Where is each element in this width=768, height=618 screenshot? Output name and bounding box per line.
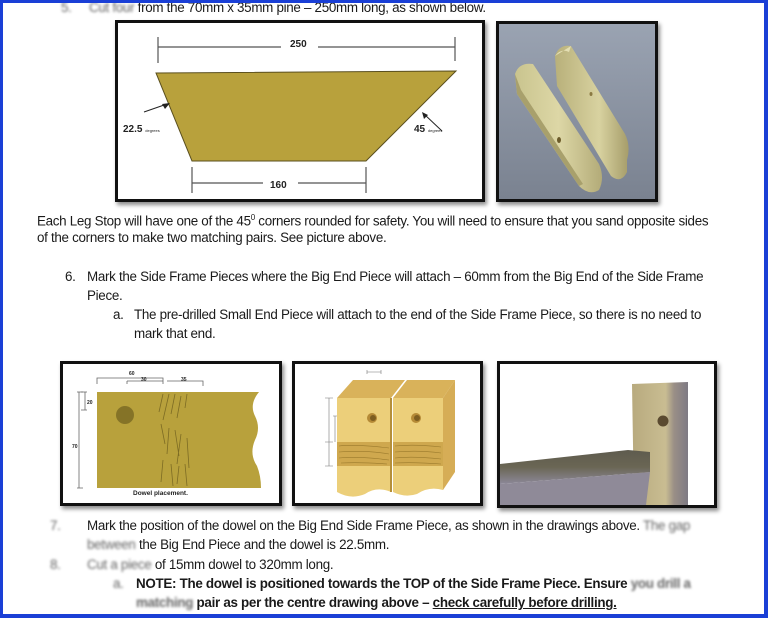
matching-pair-diagram	[295, 364, 480, 503]
leg-stop-photo	[496, 21, 658, 202]
dowel-photo	[497, 361, 717, 508]
dim-20: 20	[87, 400, 93, 406]
step7-number: 7.	[50, 518, 61, 533]
right-angle-label: 45 degrees	[414, 124, 443, 135]
leg-stop-para-line1: Each Leg Stop will have one of the $45^0$ corners rounded for safety. You will need to ensure that you sand opposite sides	[37, 213, 709, 229]
leg-stops-image	[499, 24, 655, 199]
dim-70: 70	[72, 444, 78, 450]
leg-stop-drawing	[115, 20, 485, 202]
step8a-line1: NOTE: The dowel is positioned towards the TOP of the Side Frame Piece. Ensure you drill a	[136, 576, 691, 591]
matching-pair-drawing	[292, 361, 483, 506]
step7-line2: between the Big End Piece and the dowel is 22.5mm.	[87, 537, 390, 552]
step6a-line1: The pre-drilled Small End Piece will attach to the end of the Side Frame Piece, so there is no need to	[134, 307, 702, 322]
dim-35: 35	[181, 377, 187, 383]
step8-number: 8.	[50, 557, 61, 572]
dowel-caption: Dowel placement.	[133, 490, 188, 497]
step6a-letter: a.	[113, 307, 124, 322]
step6-number: 6.	[65, 269, 76, 284]
step5-prefix: Cut four	[89, 3, 135, 15]
dim-30: 30	[141, 377, 147, 383]
dim-bottom-length: 160	[270, 180, 287, 191]
step6-line2: Piece.	[87, 288, 123, 303]
step8-line: Cut a piece of 15mm dowel to 320mm long.	[87, 557, 334, 572]
step5-text: from the 70mm x 35mm pine – 250mm long, as shown below.	[134, 3, 486, 15]
document-page	[3, 3, 764, 614]
dim-60: 60	[129, 371, 135, 377]
check-carefully-emphasis: check carefully before drilling.	[432, 595, 617, 610]
dowel-placement-drawing	[60, 361, 282, 506]
step6-line1: Mark the Side Frame Pieces where the Big End Piece will attach – 60mm from the Big End of the Side Frame	[87, 269, 704, 284]
dowel-placement-diagram	[63, 364, 279, 503]
left-angle-label: 22.5 degrees	[123, 124, 160, 135]
dim-top-length: 250	[290, 39, 307, 50]
step5-number: 5.	[61, 3, 72, 15]
step8a-line2: matching pair as per the centre drawing above – check carefully before drilling.	[136, 595, 617, 610]
step6a-line2: mark that end.	[134, 326, 216, 341]
step8a-letter: a.	[113, 576, 124, 591]
step5-line	[61, 3, 486, 16]
leg-stop-para-line2: of the corners to make two matching pairs. See picture above.	[37, 230, 387, 245]
step7-line1: Mark the position of the dowel on the Big End Side Frame Piece, as shown in the drawings above. The gap	[87, 518, 691, 533]
dowel-fitted-image	[500, 364, 714, 505]
